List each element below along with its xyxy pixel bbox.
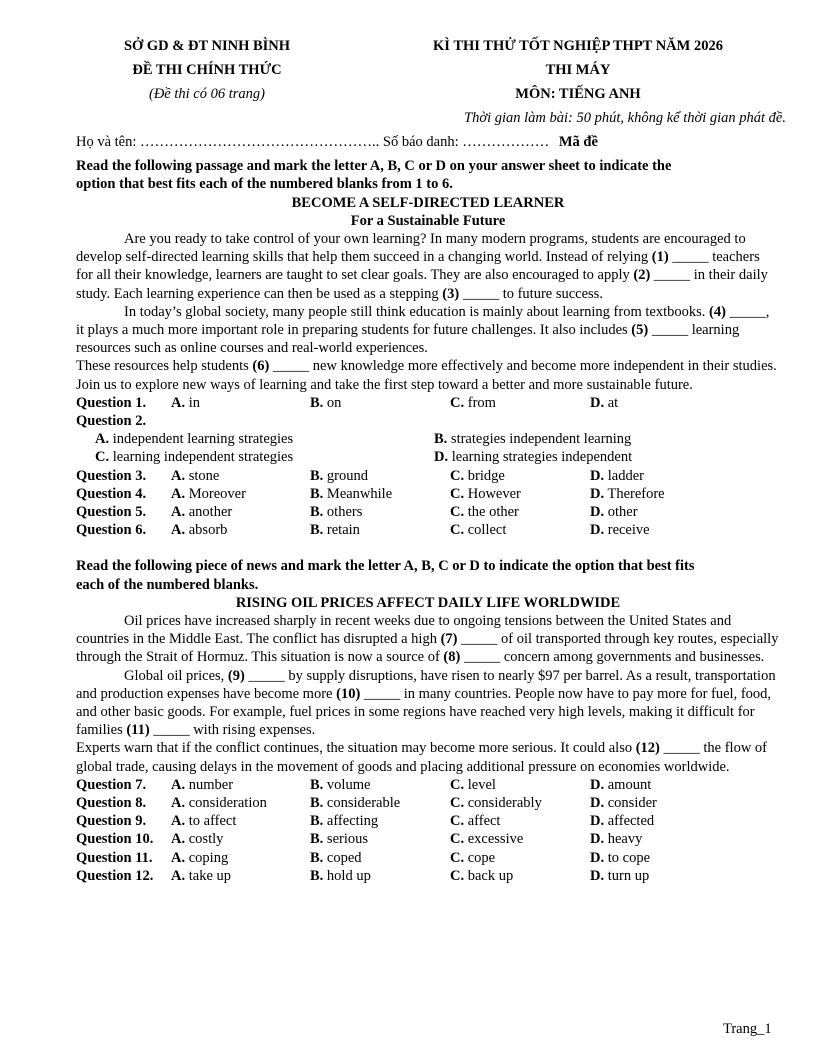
option-letter: D.	[590, 522, 605, 539]
answer-option[interactable]	[95, 430, 293, 448]
option-text: amount	[604, 776, 652, 793]
answer-option[interactable]	[450, 867, 513, 885]
question-row	[76, 776, 780, 794]
answer-option[interactable]	[450, 485, 521, 503]
answer-option[interactable]	[310, 503, 362, 521]
answer-option[interactable]	[171, 794, 267, 812]
passage-text: Are you ready to take control of your own learning? In many modern programs, students are encouraged to develop self-directed learning skills that help them succeed in a changing world. Instead of relying	[76, 231, 746, 266]
option-letter: D.	[590, 813, 605, 830]
blank-marker: (8)	[443, 649, 461, 666]
option-text: learning independent strategies	[109, 449, 294, 466]
passage1-title: BECOME A SELF-DIRECTED LEARNER	[291, 194, 565, 211]
blank-marker: (9)	[227, 667, 245, 684]
option-text: level	[464, 776, 496, 793]
option-text: serious	[323, 831, 369, 848]
option-letter: C.	[450, 794, 465, 811]
passage-text: Oil prices have increased sharply in recent weeks due to ongoing tensions between the United States and countries in the Middle East. The conflict has disrupted a high	[76, 612, 732, 648]
option-text: absorb	[185, 522, 228, 539]
option-text: However	[464, 485, 521, 502]
passage2-paragraph	[76, 739, 780, 775]
option-letter: D.	[434, 449, 449, 466]
passage-text: _____ of oil transported through key routes, especially through the Strait of Hormuz. This situation is now a source of	[76, 631, 779, 666]
option-letter: A.	[171, 522, 186, 539]
option-letter: C.	[95, 449, 110, 466]
answer-option[interactable]	[310, 849, 362, 867]
answer-option[interactable]	[590, 485, 665, 503]
option-letter: D.	[590, 485, 605, 502]
option-letter: C.	[450, 503, 465, 520]
option-text: considerable	[323, 794, 401, 811]
option-text: learning strategies independent	[448, 449, 633, 466]
option-text: collect	[464, 522, 507, 539]
question-row	[76, 412, 780, 430]
answer-option[interactable]	[171, 485, 246, 503]
option-text: consideration	[185, 794, 267, 811]
option-letter: B.	[434, 431, 448, 448]
passage-text: _____ teachers for all their knowledge, learners are taught to set clear goals. They are also encouraged to apply	[76, 249, 760, 284]
passage-text: _____, it plays a much more important role in preparing students for future challenges. It also includes	[76, 303, 770, 339]
answer-option[interactable]	[450, 849, 495, 867]
question-row	[76, 794, 780, 812]
option-letter: B.	[310, 503, 324, 520]
option-letter: B.	[310, 522, 324, 539]
option-letter: C.	[450, 485, 465, 502]
option-text: take up	[185, 867, 232, 884]
answer-option[interactable]	[310, 485, 392, 503]
option-text: Therefore	[604, 485, 665, 502]
answer-option[interactable]	[310, 394, 341, 412]
answer-option[interactable]	[590, 467, 644, 485]
answer-option[interactable]	[310, 812, 378, 830]
option-text: heavy	[604, 831, 643, 848]
exam-mode: THI MÁY	[545, 62, 611, 78]
time-allowed: Thời gian làm bài: 50 phút, không kể thời gian phát đề.	[464, 110, 786, 126]
question-label: Question 6.	[76, 522, 147, 539]
answer-option[interactable]	[171, 849, 228, 867]
question-label: Question 11.	[76, 849, 153, 866]
blank-marker: (4)	[709, 303, 726, 320]
answer-option[interactable]	[171, 776, 233, 794]
option-text: Meanwhile	[323, 485, 393, 502]
option-text: considerably	[464, 794, 542, 811]
passage-text: Experts warn that if the conflict continues, the situation may become more serious. It could also	[76, 740, 636, 757]
option-text: receive	[604, 522, 650, 539]
option-text: coping	[185, 849, 229, 866]
option-text: from	[464, 394, 496, 411]
answer-option[interactable]	[590, 503, 638, 521]
option-text: consider	[604, 794, 657, 811]
instruction-line: each of the numbered blanks.	[76, 576, 259, 593]
question-label: Question 10.	[76, 831, 154, 848]
answer-option[interactable]	[450, 394, 496, 412]
answer-option[interactable]	[590, 394, 618, 412]
passage-text: _____ learning resources such as online courses and real-world experiences.	[76, 322, 740, 357]
option-text: excessive	[464, 831, 524, 848]
option-letter: D.	[590, 831, 605, 848]
passage-text: _____ in many countries. People now have to pay more for fuel, food, and other basic goods. For example, fuel prices in some regions have reached very high levels, making it difficult for families	[76, 685, 772, 739]
exam-code-label: Mã đề	[558, 134, 598, 150]
answer-option[interactable]	[171, 467, 219, 485]
answer-option[interactable]	[171, 521, 227, 539]
option-letter: D.	[590, 794, 605, 811]
option-text: independent learning strategies	[109, 431, 294, 448]
question-label: Question 1.	[76, 394, 147, 411]
option-letter: B.	[310, 813, 324, 830]
option-letter: C.	[450, 867, 465, 884]
option-letter: A.	[171, 831, 186, 848]
question-label: Question 5.	[76, 503, 147, 520]
passage1-paragraph	[76, 230, 780, 303]
option-text: others	[323, 503, 363, 520]
option-letter: A.	[171, 394, 186, 411]
passage-text: Global oil prices,	[124, 667, 228, 684]
instruction-line: Read the following piece of news and mark the letter A, B, C or D to indicate the option that best fits	[76, 558, 695, 575]
question-label: Question 3.	[76, 467, 147, 484]
option-letter: C.	[450, 467, 465, 484]
subject-name: MÔN: TIẾNG ANH	[515, 86, 641, 102]
answer-option[interactable]	[450, 830, 523, 848]
passage1-paragraph: Join us to explore new ways of learning and take the first step toward a better and more sustainable future.	[76, 376, 693, 393]
passage2-paragraph	[76, 612, 780, 667]
option-letter: C.	[450, 394, 465, 411]
option-letter: A.	[171, 813, 186, 830]
question-row	[76, 485, 780, 503]
blank-marker: (10)	[336, 685, 361, 702]
passage2-title: RISING OIL PRICES AFFECT DAILY LIFE WORLDWIDE	[235, 594, 621, 611]
option-text: cope	[464, 849, 496, 866]
question-row	[76, 503, 780, 521]
blank-marker: (12)	[635, 740, 660, 757]
option-text: in	[185, 394, 201, 411]
option-letter: C.	[450, 776, 465, 793]
question-row	[76, 394, 780, 412]
question-row	[76, 867, 780, 885]
candidate-info-line	[76, 133, 780, 151]
answer-option[interactable]	[590, 521, 650, 539]
option-letter: D.	[590, 867, 605, 884]
option-text: Moreover	[185, 485, 246, 502]
option-text: bridge	[464, 467, 505, 484]
option-letter: A.	[171, 485, 186, 502]
answer-option[interactable]	[310, 794, 400, 812]
option-letter: C.	[450, 813, 465, 830]
option-text: the other	[464, 503, 519, 520]
option-letter: C.	[450, 522, 465, 539]
question-row	[76, 430, 780, 448]
option-letter: A.	[171, 867, 186, 884]
official-exam-label: ĐỀ THI CHÍNH THỨC	[132, 62, 282, 78]
part1-instruction	[76, 157, 780, 193]
answer-option[interactable]	[171, 867, 231, 885]
option-letter: A.	[171, 849, 186, 866]
option-letter: C.	[450, 831, 465, 848]
option-text: hold up	[323, 867, 371, 884]
option-text: affecting	[323, 813, 379, 830]
answer-option[interactable]	[171, 830, 223, 848]
option-text: ground	[323, 467, 369, 484]
blank-marker: (3)	[442, 285, 460, 302]
option-letter: A.	[171, 776, 186, 793]
answer-option[interactable]	[590, 867, 649, 885]
option-letter: B.	[310, 394, 324, 411]
answer-option[interactable]	[310, 521, 360, 539]
passage-text: _____ the flow of global trade, causing delays in the movement of goods and placing additional pressure on economies worldwide.	[76, 740, 768, 775]
instruction-line: Read the following passage and mark the letter A, B, C or D on your answer sheet to indicate the	[76, 158, 672, 175]
option-text: number	[185, 776, 234, 793]
question-label: Question 12.	[76, 867, 154, 884]
question-row	[76, 467, 780, 485]
option-text: another	[185, 503, 233, 520]
blank-marker: (11)	[126, 722, 150, 739]
section-gap	[76, 539, 780, 557]
option-letter: D.	[590, 467, 605, 484]
passage-text: _____ concern among governments and businesses.	[460, 649, 765, 666]
page-number: Trang_1	[723, 1021, 772, 1037]
question-row	[76, 448, 780, 466]
option-letter: C.	[450, 849, 465, 866]
option-text: at	[604, 394, 619, 411]
question-label: Question 4.	[76, 485, 147, 502]
answer-option[interactable]	[450, 794, 542, 812]
option-letter: D.	[590, 849, 605, 866]
question-row	[76, 521, 780, 539]
blank-marker: (5)	[631, 322, 649, 339]
passage1-subtitle: For a Sustainable Future	[350, 212, 506, 229]
option-text: back up	[464, 867, 514, 884]
answer-option[interactable]	[95, 448, 293, 466]
passage-text: These resources help students	[76, 358, 253, 375]
question-row	[76, 830, 780, 848]
option-text: stone	[185, 467, 220, 484]
option-letter: A.	[171, 467, 186, 484]
part2-instruction	[76, 557, 780, 593]
question-row	[76, 812, 780, 830]
option-letter: B.	[310, 831, 324, 848]
option-text: ladder	[604, 467, 644, 484]
exam-page	[76, 37, 786, 885]
option-text: to affect	[185, 813, 237, 830]
answer-option[interactable]	[310, 867, 371, 885]
passage1-paragraph	[76, 357, 780, 375]
passage-text: _____ with rising expenses.	[149, 722, 316, 739]
answer-option[interactable]	[590, 794, 657, 812]
answer-option[interactable]	[171, 503, 232, 521]
answer-option[interactable]	[590, 776, 651, 794]
department-name: SỞ GD & ĐT NINH BÌNH	[123, 38, 291, 54]
answer-option[interactable]	[434, 430, 631, 448]
answer-option[interactable]	[310, 776, 370, 794]
answer-option[interactable]	[171, 394, 200, 412]
question-row	[76, 849, 780, 867]
blank-marker: (1)	[651, 249, 669, 266]
option-text: volume	[323, 776, 371, 793]
option-text: retain	[323, 522, 360, 539]
option-letter: B.	[310, 849, 324, 866]
option-text: costly	[185, 831, 224, 848]
option-letter: A.	[95, 431, 110, 448]
exam-header	[76, 37, 786, 133]
option-text: to cope	[604, 849, 651, 866]
passage2-paragraph	[76, 667, 780, 740]
option-letter: B.	[310, 776, 324, 793]
candidate-name-field[interactable]: Họ và tên: …………………………………………..	[76, 134, 380, 150]
option-letter: A.	[171, 503, 186, 520]
candidate-number-field[interactable]: Số báo danh: ………………	[382, 134, 550, 150]
option-letter: D.	[590, 776, 605, 793]
option-text: turn up	[604, 867, 650, 884]
answer-option[interactable]	[450, 503, 519, 521]
option-text: strategies independent learning	[447, 431, 632, 448]
answer-option[interactable]	[450, 521, 506, 539]
blank-marker: (6)	[252, 358, 270, 375]
option-letter: D.	[590, 394, 605, 411]
option-letter: B.	[310, 867, 324, 884]
option-text: other	[604, 503, 638, 520]
answer-option[interactable]	[450, 812, 500, 830]
page-count-note: (Đề thi có 06 trang)	[149, 86, 265, 102]
answer-option[interactable]	[171, 812, 236, 830]
option-letter: D.	[590, 503, 605, 520]
option-text: coped	[323, 849, 362, 866]
option-letter: A.	[171, 794, 186, 811]
passage-text: _____ to future success.	[459, 285, 603, 302]
answer-option[interactable]	[434, 448, 632, 466]
option-letter: B.	[310, 467, 324, 484]
answer-option[interactable]	[590, 812, 654, 830]
blank-marker: (2)	[633, 267, 651, 284]
option-letter: B.	[310, 794, 324, 811]
option-letter: B.	[310, 485, 324, 502]
passage-text: _____ new knowledge more effectively and become more independent in their studies.	[269, 358, 777, 375]
blank-marker: (7)	[440, 631, 458, 648]
question-label: Question 2.	[76, 413, 147, 430]
passage1-paragraph	[76, 303, 780, 358]
instruction-line: option that best fits each of the numbered blanks from 1 to 6.	[76, 176, 453, 193]
answer-option[interactable]	[310, 467, 368, 485]
question-label: Question 9.	[76, 813, 147, 830]
answer-option[interactable]	[590, 849, 650, 867]
answer-option[interactable]	[310, 830, 368, 848]
answer-option[interactable]	[450, 467, 505, 485]
option-text: affected	[604, 813, 655, 830]
answer-option[interactable]	[590, 830, 642, 848]
exam-title: KÌ THI THỬ TỐT NGHIỆP THPT NĂM 2026	[433, 38, 723, 54]
passage-text: _____ in their daily study. Each learning experience can then be used as a stepping	[76, 267, 768, 302]
question-label: Question 8.	[76, 794, 147, 811]
passage-text: In today’s global society, many people still think education is mainly about learning from textbooks.	[124, 303, 709, 320]
option-text: on	[323, 394, 342, 411]
question-label: Question 7.	[76, 776, 147, 793]
passage-text: _____ by supply disruptions, have risen to nearly $97 per barrel. As a result, transportation and production expenses have become more	[76, 667, 776, 702]
option-text: affect	[464, 813, 501, 830]
answer-option[interactable]	[450, 776, 496, 794]
